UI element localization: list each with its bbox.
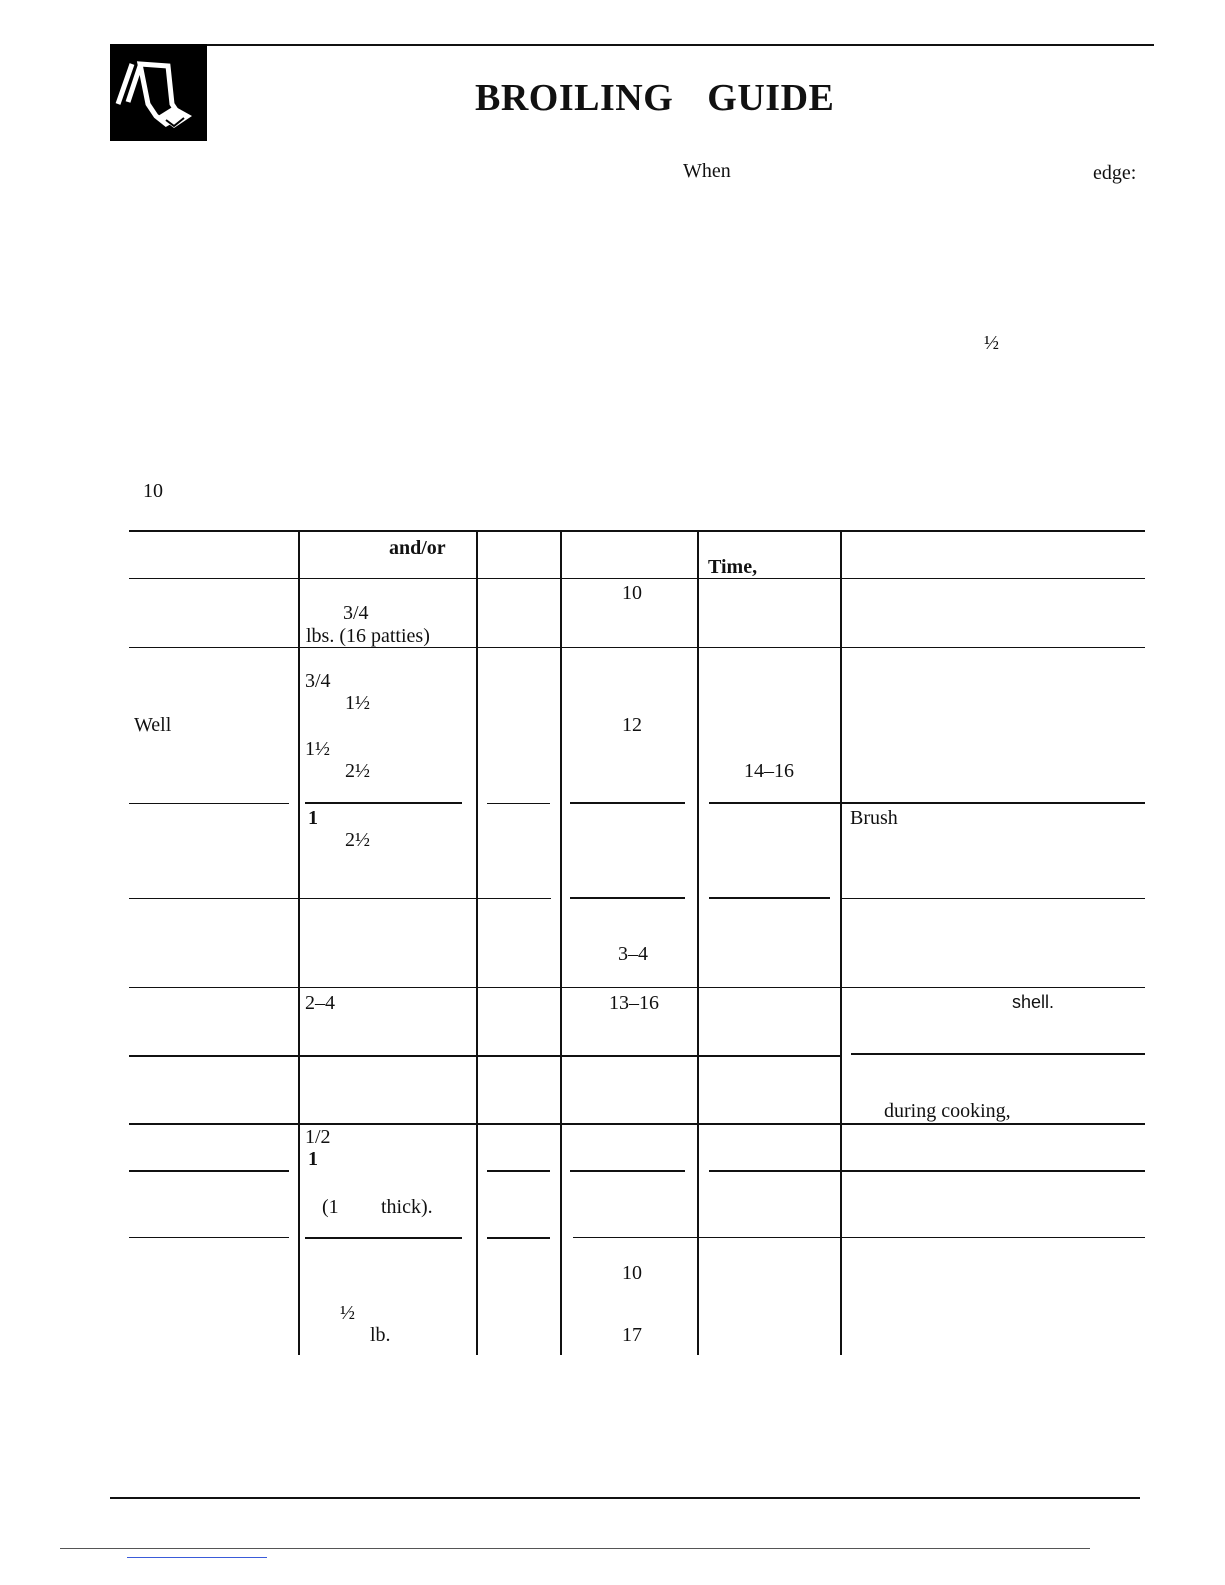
cell-r1-time: 10: [622, 582, 642, 604]
row-rule-2a: [129, 803, 289, 804]
cell-r2-amount-b: 1½: [345, 692, 370, 714]
header-time: Time,: [708, 556, 758, 578]
cell-r9-time-b: 17: [622, 1324, 642, 1346]
bottom-rule: [110, 1497, 1140, 1499]
cell-r7-amount-a: 1/2: [305, 1126, 331, 1148]
cell-r6-comment: during cooking,: [884, 1100, 1011, 1122]
row-rule-8d: [573, 1237, 1145, 1238]
cell-r1-amount-a: 3/4: [343, 602, 369, 624]
section-logo: [110, 44, 207, 141]
row-rule-7d: [709, 1170, 1145, 1172]
row-rule-8b: [305, 1237, 462, 1239]
cell-r3-amount-a: 1: [308, 807, 318, 829]
intro-when: When: [683, 160, 731, 182]
col-rule-1: [298, 531, 300, 1355]
footer-hairline: [60, 1548, 1090, 1549]
row-rule-3b: [570, 897, 685, 899]
intro-edges: edge:: [1093, 162, 1137, 184]
row-rule-5b: [851, 1053, 1145, 1055]
row-rule-3a: [129, 898, 551, 899]
cell-r9-amount-a: ½: [340, 1302, 355, 1324]
row-rule-7c: [570, 1170, 685, 1172]
cell-r9-time-a: 10: [622, 1262, 642, 1284]
header-amount-andor: and/or: [389, 537, 446, 559]
col-rule-2: [476, 531, 478, 1355]
row-rule-2d: [570, 802, 685, 804]
row-rule-2b: [305, 802, 462, 804]
cell-r3-comment: Brush: [850, 807, 898, 829]
cell-r4-time: 3–4: [618, 943, 648, 965]
row-rule-2e: [709, 802, 1145, 804]
cell-r2-food: Well: [134, 714, 172, 736]
row-rule-3c: [709, 897, 830, 899]
cell-r8-amount-a: (1: [322, 1196, 339, 1218]
title-word-broiling: BROILING: [475, 77, 674, 119]
cell-r8-amount-b: thick).: [381, 1196, 433, 1218]
row-rule-6: [129, 1123, 1145, 1125]
intro-half: ½: [984, 332, 999, 354]
row-rule-3d: [841, 898, 1145, 899]
cell-r2-time: 12: [622, 714, 642, 736]
row-rule-2c: [487, 803, 550, 804]
row-rule-5a: [129, 1055, 841, 1057]
row-rule-4: [129, 987, 1145, 988]
table-top-rule: [129, 530, 1145, 532]
intro-ten: 10: [143, 480, 163, 502]
cell-r9-amount-b: lb.: [370, 1324, 391, 1346]
row-rule-7a: [129, 1170, 289, 1172]
col-rule-5: [840, 531, 842, 1355]
row-rule-8c: [487, 1237, 550, 1239]
top-rule: [112, 44, 1154, 46]
row-rule-1: [129, 647, 1145, 648]
row-rule-8a: [129, 1237, 289, 1238]
col-rule-4: [697, 531, 699, 1355]
page-title: [475, 76, 834, 120]
cell-r1-amount-b: lbs. (16 patties): [306, 625, 430, 647]
cell-r7-amount-b: 1: [308, 1148, 318, 1170]
col-rule-3: [560, 531, 562, 1355]
cell-r5-time: 13–16: [609, 992, 659, 1014]
title-word-guide: GUIDE: [707, 77, 835, 119]
cell-r5-amount: 2–4: [305, 992, 335, 1014]
row-rule-7b: [487, 1170, 550, 1172]
cell-r2-time2: 14–16: [744, 760, 794, 782]
table-header-rule: [129, 578, 1145, 579]
footer-link-underline: [127, 1557, 267, 1558]
cell-r2-amount-a: 3/4: [305, 670, 331, 692]
hand-pointing-icon: [110, 44, 207, 141]
cell-r2-amount-d: 2½: [345, 760, 370, 782]
cell-r5-comment: shell.: [1012, 992, 1055, 1012]
cell-r2-amount-c: 1½: [305, 738, 330, 760]
cell-r3-amount-b: 2½: [345, 829, 370, 851]
